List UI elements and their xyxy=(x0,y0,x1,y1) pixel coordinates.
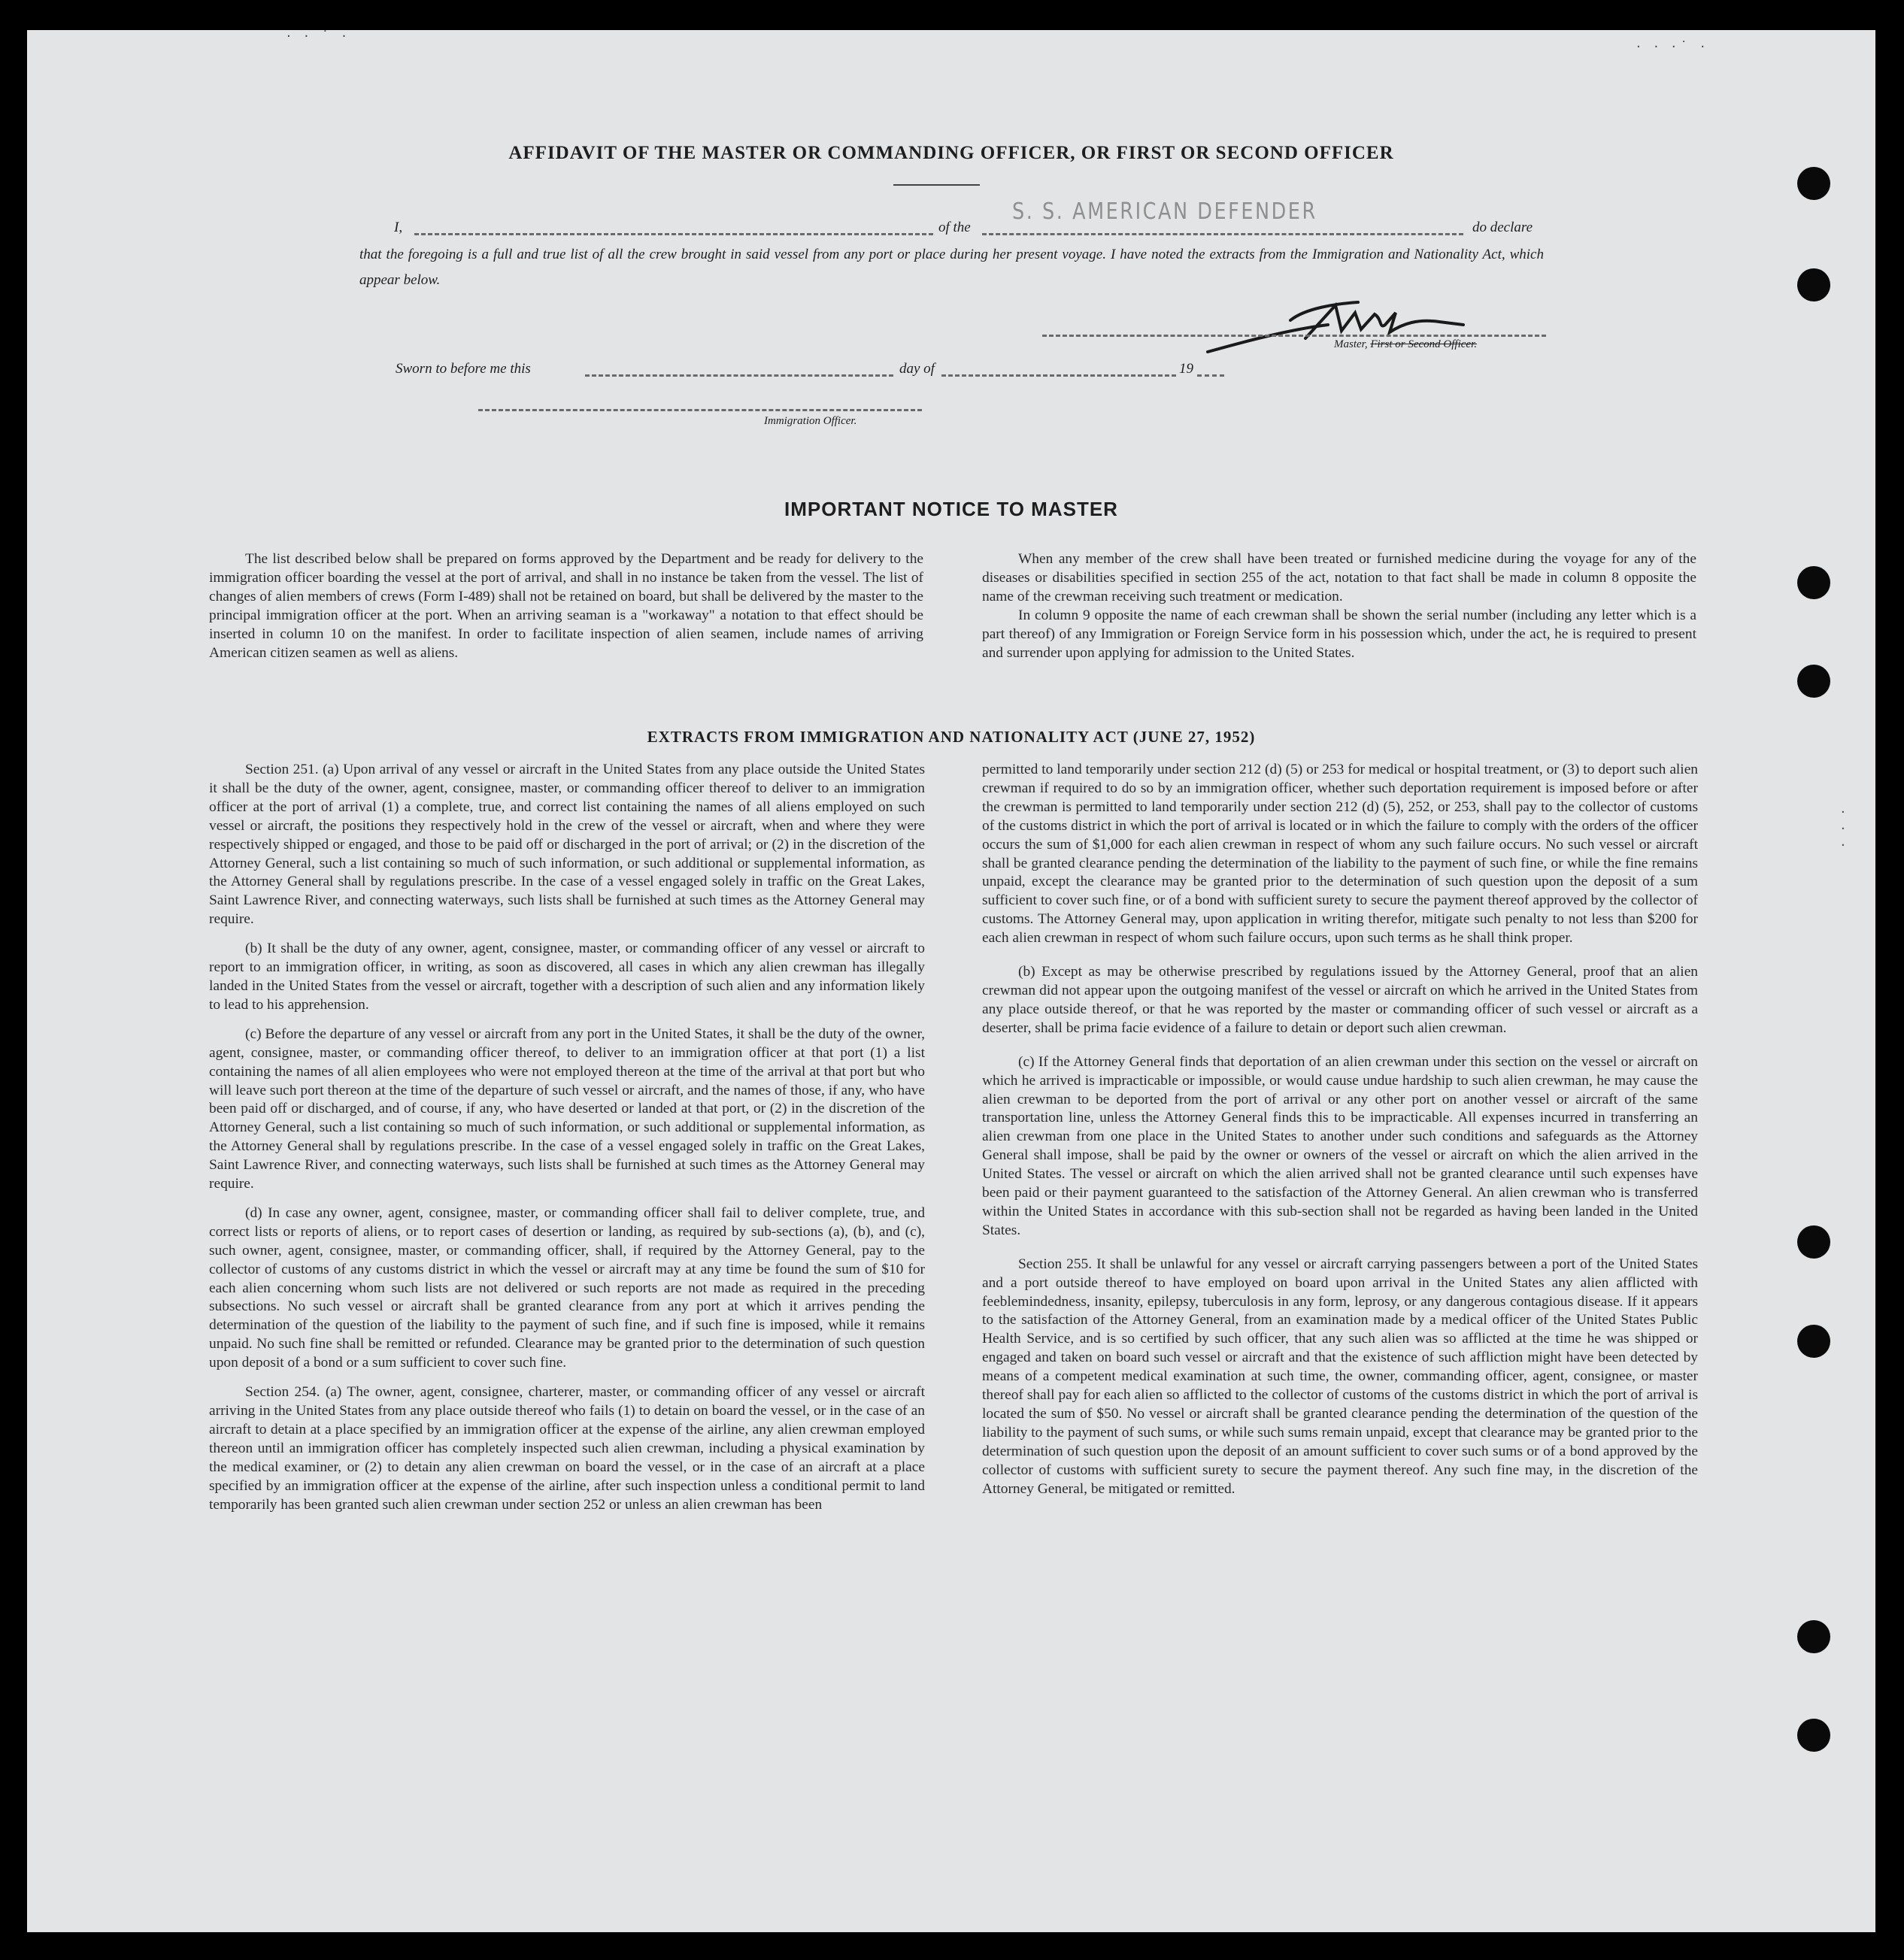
vessel-line xyxy=(982,233,1463,235)
binder-hole xyxy=(1797,1225,1830,1259)
extracts-title: EXTRACTS FROM IMMIGRATION AND NATIONALITY ACT (JUNE 27, 1952) xyxy=(647,728,1256,746)
binder-hole xyxy=(1797,1719,1830,1752)
section-251-c: (c) Before the departure of any vessel or aircraft from any port in the United States, it shall be the duty of the owner, agent, consignee, master, or commanding officer thereof, to deliver to an immigration officer at that port (1) a list containing the names of all alien employees who were not employed thereon at the time of the arrival at that port but who will leave such port thereon at the time of the departure of such vessel or aircraft, and the names of those, if any, who have been paid off or discharged, and of course, if any, who have deserted or landed at that port, or (2) in the discretion of the Attorney General, such a list containing so much of such information, or such additional or supplemental information, as the Attorney General shall by regulations prescribe. In the case of a vessel engaged solely in traffic on the Great Lakes, Saint Lawrence River, and connecting waterways, such lists shall be furnished at such times as the Attorney General may require. xyxy=(209,1025,925,1192)
section-251-b: (b) It shall be the duty of any owner, agent, consignee, master, or commanding officer of any vessel or aircraft to report to an immigration officer, in writing, as soon as discovered, all cases in which any alien crewman has illegally landed in the United States from the vessel or aircraft, together with a description of such alien and any information likely to lead to his apprehension. xyxy=(209,941,925,1013)
section-251-a: Section 251. (a) Upon arrival of any vessel or aircraft in the United States from any place outside the United States it shall be the duty of the owner, agent, consignee, master, or commanding officer thereof to deliver to an immigration officer at the port of arrival (1) a complete, true, and correct list containing the names of all aliens employed on such vessel or aircraft, the positions they respectively hold in the crew of the vessel or aircraft, when and where they were respectively shipped or engaged, and those to be paid off or discharged in the port of arrival; or (2) in the discretion of the Attorney General, such a list containing so much of such information, or such additional or supplemental information, as the Attorney General shall by regulations prescribe. In the case of a vessel engaged solely in traffic on the Great Lakes, Saint Lawrence River, and connecting waterways, such lists shall be furnished at such times as the Attorney General may require. xyxy=(209,762,925,928)
section-251-d: (d) In case any owner, agent, consignee, master, or commanding officer shall fail to deliver complete, true, and correct lists or reports of aliens, or to report cases of desertion or landing, as required by sub-sections (a), (b), and (c), such owner, agent, consignee, master, or commanding officer, shall, if required by the Attorney General, pay to the collector of customs of any customs district in which the vessel or aircraft may at any time be found the sum of $10 for each alien concerning whom such lists are not delivered or such reports are not made as required in the preceding subsections. No such vessel or aircraft shall be granted clearance from any port at which it arrives pending the determination of the question of the liability to the payment of such fine, and if such fine is imposed, while it remains unpaid. No such fine shall be remitted or refunded. Clearance may be granted prior to the determination of such question upon deposit of a bond or a sum sufficient to cover such fine. xyxy=(209,1204,925,1371)
binder-hole xyxy=(1797,1620,1830,1653)
affidavit-title: AFFIDAVIT OF THE MASTER OR COMMANDING OFFICER, OR FIRST OR SECOND OFFICER xyxy=(508,143,1394,163)
signature-caption xyxy=(1334,338,1477,351)
immigration-officer-caption: Immigration Officer. xyxy=(764,415,857,427)
section-254-a: Section 254. (a) The owner, agent, consignee, charterer, master, or commanding officer of any vessel or aircraft arriving in the United States from any place outside thereof who fails (1) to detain on board the vessel, or in the case of an aircraft to detain at a place specified by an immigration officer at the expense of the airline, any alien crewman employed thereon until an immigration officer has completely inspected such alien crewman, including a physical examination by the medical examiner, or (2) to detain any alien crewman on board the vessel, or in the case of an aircraft at a place specified by an immigration officer at the expense of the airline, after such inspection unless a conditional permit to land temporarily has been granted such alien crewman under section 252 or unless an alien crewman has been xyxy=(209,1384,925,1513)
notice-right-column xyxy=(982,550,1696,673)
document-page xyxy=(27,30,1875,1932)
of-the-label: of the xyxy=(938,220,971,235)
caption-master: Master, xyxy=(1334,338,1368,350)
master-signature xyxy=(1178,286,1493,368)
year-prefix: 19 xyxy=(1179,361,1193,377)
scan-specks-margin: · · · xyxy=(1841,804,1845,853)
declaration-text: that the foregoing is a full and true list of all the crew brought in said vessel from any port or place during her present voyage. I have noted the extracts from the Immigration and Nationality Act, which appear below. xyxy=(359,247,1544,288)
notice-left-column xyxy=(209,550,923,673)
sworn-month-line xyxy=(941,374,1176,377)
title-rule xyxy=(893,184,980,186)
binder-hole xyxy=(1797,268,1830,301)
notice-right-paragraph-2: In column 9 opposite the name of each crewman shall be shown the serial number (including any letter which is a part thereof) of any Immigration or Foreign Service form in his possession which, under the act, he is required to present and surrender upon applying for admission to the United States. xyxy=(982,607,1696,661)
section-254-b: (b) Except as may be otherwise prescribed by regulations issued by the Attorney General, proof that an alien crewman did not appear upon the outgoing manifest of the vessel or aircraft on which he arrived in the United States from any place outside thereof, or that he was reported by the master or commanding officer of such vessel or aircraft as a deserter, shall be prima facie evidence of a failure to detain or deport such alien crewman. xyxy=(982,964,1698,1036)
i-label: I, xyxy=(394,220,403,235)
section-254-a-continued: permitted to land temporarily under section 212 (d) (5) or 253 for medical or hospital treatment, or (3) to deport such alien crewman if required to do so by an immigration officer, whether such deportation requirement is imposed before or after the crewman is permitted to land temporarily under section 212 (d) (5), 252, or 253, shall pay to the collector of customs of the customs district in which the port of arrival is located or in which the failure to comply with the orders of the officer occurs the sum of $1,000 for each alien crewman in respect of whom any such failure occurs. No such vessel or aircraft shall be granted clearance pending the determination of the liability to the payment of such fine, or while the fine remains unpaid, except the clearance may be granted prior to the determination of such question upon the deposit of a sum sufficient to cover such fine, or of a bond with sufficient surety to secure the payment thereof approved by the collector of customs. The Attorney General may, upon application in writing therefor, mitigate such penalty to not less than $200 for each alien crewman in respect of whom such failure occurs, upon such terms as he shall think proper. xyxy=(982,762,1698,947)
officer-line xyxy=(478,409,922,411)
scan-specks-left: · · ˙ · xyxy=(287,29,351,44)
vessel-name-stamp: S. S. AMERICAN DEFENDER xyxy=(1012,198,1317,225)
do-declare-label: do declare xyxy=(1472,220,1533,235)
scan-specks-right: · · ·˙ · xyxy=(1636,39,1710,55)
notice-left-paragraph: The list described below shall be prepared on forms approved by the Department and be ready for delivery to the immigration officer boarding the vessel at the port of arrival, and shall in no instance be taken from the vessel. The list of changes of alien members of crews (Form I-489) shall not be retained on board, but shall be delivered by the master to the principal immigration officer at the port. When an arriving seaman is a "workaway" a notation to that effect should be inserted in column 10 on the manifest. In order to facilitate inspection of alien seamen, include names of arriving American citizen seamen as well as aliens. xyxy=(209,551,923,661)
binder-hole xyxy=(1797,1325,1830,1358)
extracts-left-column xyxy=(209,761,925,1525)
sworn-day-line xyxy=(585,374,893,377)
sworn-text: Sworn to before me this xyxy=(396,361,531,377)
name-line xyxy=(414,233,933,235)
section-254-c: (c) If the Attorney General finds that deportation of an alien crewman under this section on the vessel or aircraft on which he arrived is impracticable or impossible, or would cause undue hardship to such alien crewman, he may cause the alien crewman to be deported from the port of arrival or any other port on another vessel or aircraft of the same transportation line, unless the Attorney General finds this to be impracticable. All expenses incurred in transferring an alien crewman from one place in the United States to another under such conditions and safeguards as the Attorney General shall impose, shall be paid by the owner or owners of the vessel or aircraft on which the alien arrived in the United States. The vessel or aircraft on which the alien arrived shall not be granted clearance until such expenses have been paid or their payment guaranteed to the satisfaction of the Attorney General. An alien crewman who is transferred within the United States in accordance with this sub-section shall not be regarded as having been landed in the United States. xyxy=(982,1053,1698,1238)
signature-line xyxy=(1042,335,1546,337)
binder-hole xyxy=(1797,665,1830,698)
notice-right-paragraph-1: When any member of the crew shall have been treated or furnished medicine during the voyage for any of the diseases or disabilities specified in section 255 of the act, notation to that fact shall be made in column 8 opposite the name of the crewman receiving such treatment or medication. xyxy=(982,551,1696,604)
year-line xyxy=(1197,374,1224,377)
extracts-right-column xyxy=(982,761,1698,1510)
notice-title: IMPORTANT NOTICE TO MASTER xyxy=(784,498,1118,520)
caption-struck: First or Second Officer. xyxy=(1370,338,1477,350)
section-255: Section 255. It shall be unlawful for any vessel or aircraft carrying passengers between a port of the United States and a port outside thereof to have employed on board upon arrival in the United States any alien afflicted with feeblemindedness, insanity, epilepsy, tuberculosis in any form, leprosy, or any dangerous contagious disease. If it appears to the satisfaction of the Attorney General, from an examination made by a medical officer of the United States Public Health Service, and is so certified by such officer, that any such alien was so afflicted at the time he was shipped or engaged and taken on board such vessel or aircraft and that the existence of such affliction might have been detected by means of a competent medical examination at such time, the owner, commanding officer, agent, consignee, or master thereof shall pay for each alien so afflicted to the collector of customs of the customs district in which the port of arrival is located the sum of $50. No vessel or aircraft shall be granted clearance pending the determination of the question of the liability to the payment of such sums, or while such sums remain unpaid, except that clearance may be granted prior to the determination of such question upon the deposit of an amount sufficient to cover such sums or of a bond approved by the collector of customs with sufficient surety to secure the payment thereof. Any such fine may, in the discretion of the Attorney General, be mitigated or remitted. xyxy=(982,1256,1698,1497)
day-of-label: day of xyxy=(899,361,935,377)
binder-hole xyxy=(1797,566,1830,599)
binder-hole xyxy=(1797,167,1830,200)
